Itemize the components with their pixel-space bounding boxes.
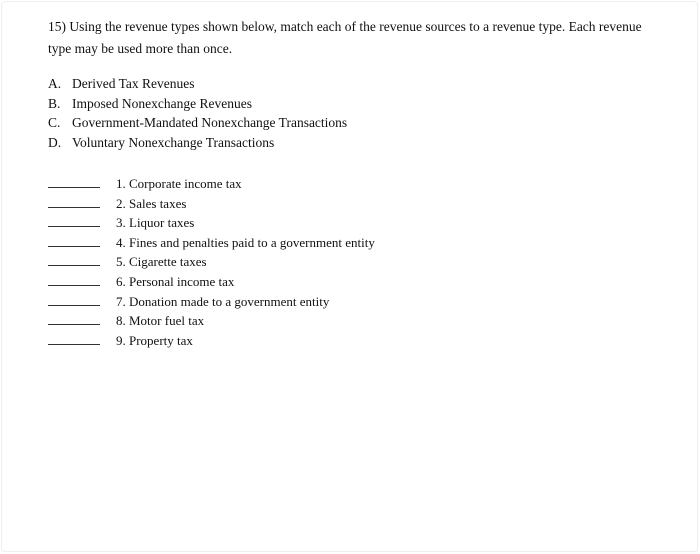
revenue-type-label: Imposed Nonexchange Revenues <box>72 95 252 111</box>
revenue-type-letter: B. <box>48 95 61 111</box>
revenue-type-item <box>48 133 347 153</box>
answer-blank[interactable] <box>48 187 100 188</box>
answer-blank[interactable] <box>48 344 100 345</box>
revenue-source-label: 8. Motor fuel tax <box>116 313 205 329</box>
revenue-type-item <box>48 74 347 94</box>
document-page <box>1 1 698 552</box>
revenue-source-label: 2. Sales taxes <box>116 195 187 211</box>
revenue-type-item <box>48 113 347 133</box>
revenue-type-letter: C. <box>48 115 61 131</box>
answer-blank[interactable] <box>48 305 100 306</box>
revenue-source-label: 1. Corporate income tax <box>116 176 242 191</box>
revenue-type-label: Derived Tax Revenues <box>72 76 195 91</box>
revenue-source-label: 3. Liquor taxes <box>116 215 195 231</box>
revenue-type-letter: A. <box>48 76 62 91</box>
revenue-type-label: Government-Mandated Nonexchange Transactions <box>72 115 348 131</box>
revenue-type-label: Voluntary Nonexchange Transactions <box>72 135 275 151</box>
answer-blank[interactable] <box>48 265 100 266</box>
answer-blank[interactable] <box>48 324 100 325</box>
revenue-type-letter: D. <box>48 135 62 151</box>
revenue-source-label: 7. Donation made to a government entity <box>116 293 330 309</box>
revenue-source-label: 6. Personal income tax <box>116 273 235 289</box>
revenue-source-label: 5. Cigarette taxes <box>116 254 207 270</box>
revenue-type-list <box>48 74 347 153</box>
answer-blank[interactable] <box>48 207 100 208</box>
revenue-type-item <box>48 94 347 114</box>
answer-blank[interactable] <box>48 226 100 227</box>
answer-blank[interactable] <box>48 246 100 247</box>
answer-blank[interactable] <box>48 285 100 286</box>
revenue-source-label: 9. Property tax <box>116 332 193 348</box>
revenue-source-label: 4. Fines and penalties paid to a government entity <box>116 234 375 250</box>
question-text: 15) Using the revenue types shown below, match each of the revenue sources to a revenue type. Each revenue type may be used more than once. <box>48 19 642 56</box>
